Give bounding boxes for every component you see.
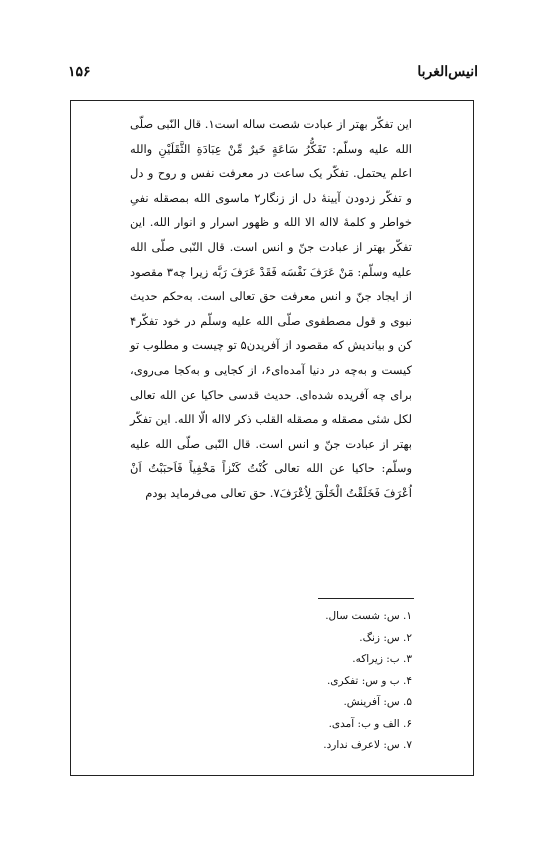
footnote-item: ۲. س: زنگ. [359, 631, 412, 644]
footnote-separator [318, 598, 414, 599]
footnote-item: ۶. الف و ب: آمدی. [328, 717, 412, 730]
running-title: انیس‌الغربا [417, 64, 478, 80]
page-number: ۱۵۶ [68, 64, 91, 80]
footnote-item: ۱. س: شست سال. [325, 610, 412, 622]
footnote-item: ۳. ب: زیراکه. [352, 653, 412, 665]
footnote-item: ۵. س: آفرینش. [343, 696, 412, 708]
footnote-item: ۴. ب و س: تفکری. [326, 674, 412, 687]
footnotes-list [200, 606, 412, 757]
footnote-item: ۷. س: لاعرف ندارد. [323, 739, 412, 751]
page-header [68, 60, 478, 84]
main-text [130, 112, 412, 506]
body-paragraph: این تفکّر بهتر از عبادت شصت ساله است۱. قال النّبی صلّی الله علیه وسلّم: تَفَکُّرُ سَاعَةٍ خَیرٌ مِّنْ عِبَادَةِ الثَّقَلَیْنِ والله اعلم یحتمل. تفکّر یک ساعت در معرفت نفس و روح و دل و تفکّر زدودن آیینهٔ دل از زنگار۲ ماسوی الله بمصقله نفیِ خواطر و کلمهٔ لااله الا الله و ظهور اسرار و انوار الله. این تفکّر بهتر از عبادت جنّ و انس است. قال النّبی صلّی الله علیه وسلّم: مَنْ عَرَفَ نَفْسَه فَقَدْ عَرَفَ رَبَّه زیرا چه۳ مقصود از ایجاد جنّ و انس معرفت حق تعالی است. به‌حکم حدیث نبوی و قول مصطفوی صلّی الله علیه وسلّم در خود تفکّر۴ کن و بیاندیش که مقصود از آفریدن۵ تو چیست و مطلوب تو کیست و به‌چه در دنیا آمده‌ای۶، از کجایی و به‌کجا می‌روی، برای چه آفریده شده‌ای. حدیث قدسی حاکیا عن الله تعالی لکل شئی مصقله و مصقله القلب ذکر لااله الّا الله. این تفکّر بهتر از عبادت جنّ و انس است. قال النّبی صلّی الله علیه وسلّم: حاکیا عن الله تعالی کُنْتُ کَنْزاً مَخْفِیاً فَاَحبَبْتُ اَنْ اُعْرَفَ فَخَلَقْتُ الْخَلْقَ لِاُعْرَفَ۷. حق تعالی می‌فرماید بودم [130, 117, 412, 500]
